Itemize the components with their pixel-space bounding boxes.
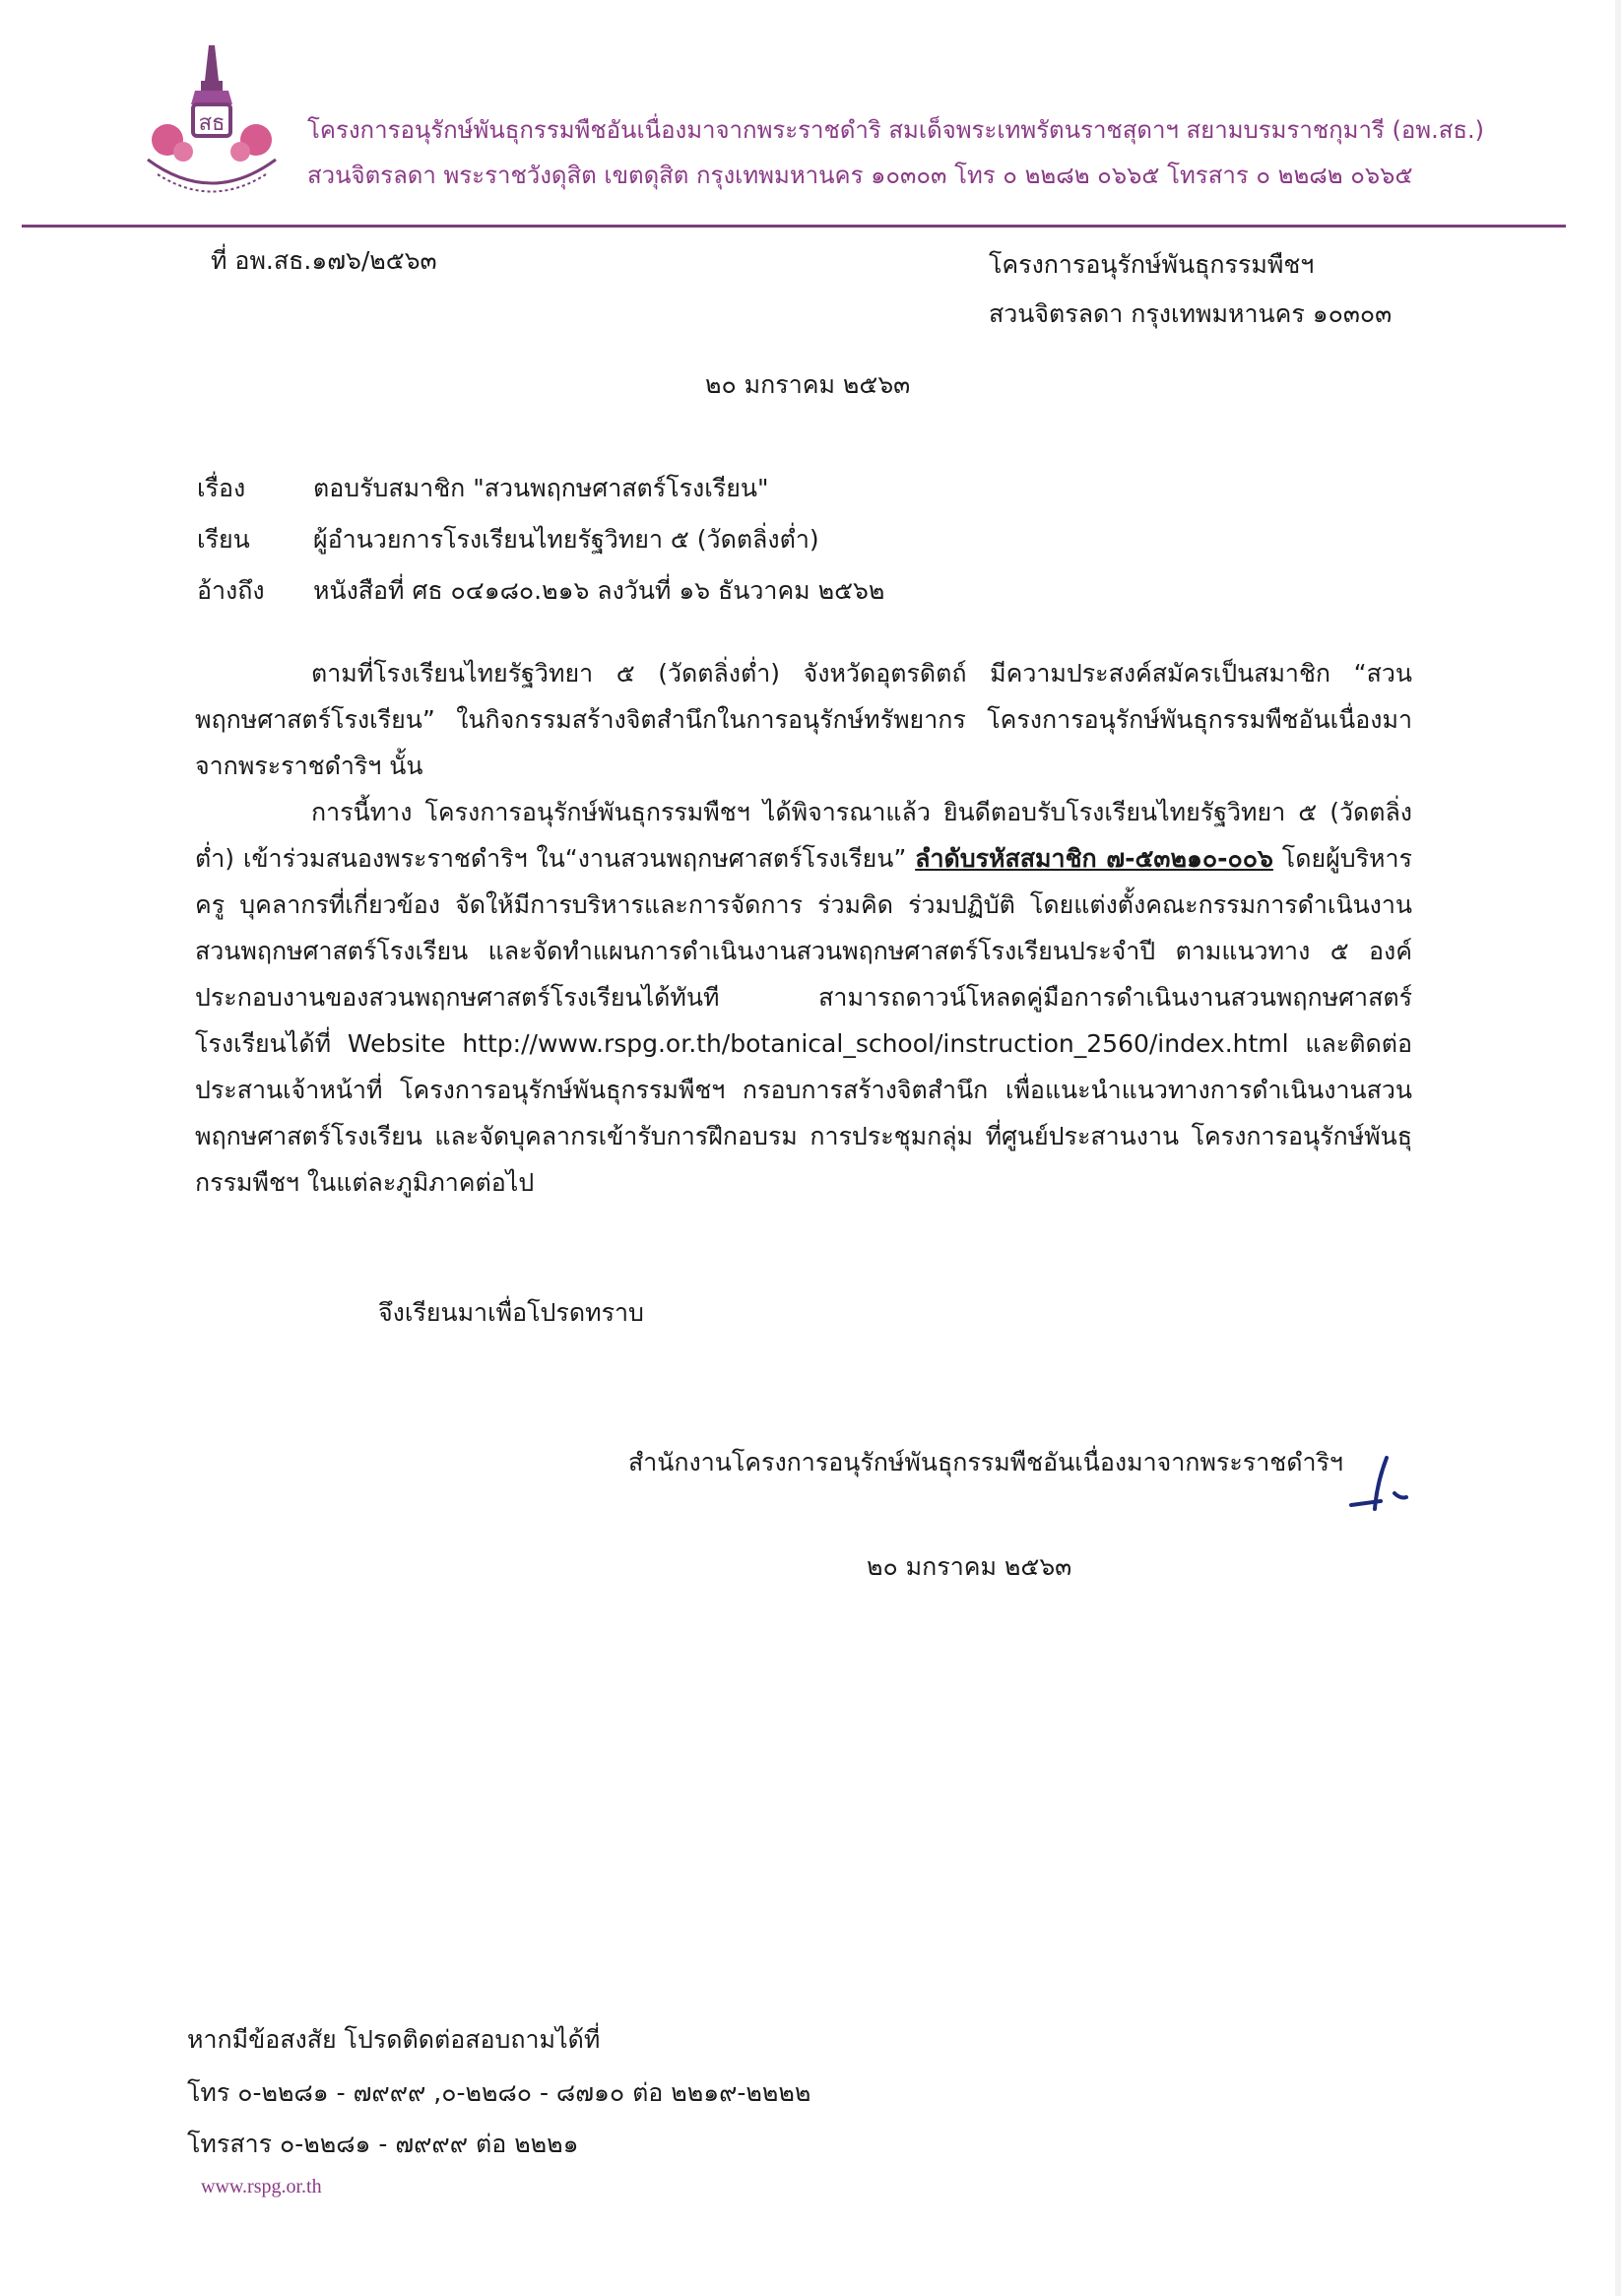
- sender-name: โครงการอนุรักษ์พันธุกรรมพืชฯ: [989, 250, 1315, 279]
- body-paragraph-2-rest: โดยผู้บริหาร ครู บุคลากรที่เกี่ยวข้อง จัดให้มีการบริหารและการจัดการ ร่วมคิด ร่วมปฏิบัติ โดยแต่งตั้งคณะกรรมการดำเนินงานสวนพฤกษศาสตร์โรงเรียน และจัดทำแผนการดำเนินงานสวนพฤกษศาสตร์โรงเรียนประจำปี ตามแนวทาง ๕ องค์ประกอบงานของสวนพฤกษศาสตร์โรงเรียนได้ทันที สามารถดาวน์โหลดคู่มือการดำเนินงานสวนพฤกษศาสตร์โรงเรียนได้ที่ Website http://www.rspg.or.th/botanical_school/instruction_2560/index.html และติดต่อประสานเจ้าหน้าที่ โครงการอนุรักษ์พันธุกรรมพืชฯ กรอบการสร้างจิตสำนึก เพื่อแนะนำแนวทางการดำเนินงานสวนพฤกษศาสตร์โรงเรียน และจัดบุคลากรเข้ารับการฝึกอบรม การประชุมกลุ่ม ที่ศูนย์ประสานงาน โครงการอนุรักษ์พันธุกรรมพืชฯ ในแต่ละภูมิภาคต่อไป: [195, 844, 1412, 1197]
- closing-line: จึงเรียนมาเพื่อโปรดทราบ: [378, 1298, 644, 1327]
- signature-mark: [1347, 1454, 1416, 1513]
- contact-phone: โทร ๐-๒๒๘๑ - ๗๙๙๙ ,๐-๒๒๘๐ - ๘๗๑๐ ต่อ ๒๒๑๙-๒๒๒๒: [187, 2078, 811, 2107]
- header-divider: [22, 225, 1566, 228]
- body-paragraph-1: ตามที่โรงเรียนไทยรัฐวิทยา ๕ (วัดตลิ่งต่ำ) จังหวัดอุตรดิตถ์ มีความประสงค์สมัครเป็นสมาชิก “สวนพฤกษศาสตร์โรงเรียน” ในกิจกรรมสร้างจิตสำนึกในการอนุรักษ์ทรัพยากร โครงการอนุรักษ์พันธุกรรมพืชอันเนื่องมาจากพระราชดำริฯ นั้น: [195, 659, 1412, 780]
- contact-heading: หากมีข้อสงสัย โปรดติดต่อสอบถามได้ที่: [187, 2025, 601, 2054]
- signatory-office: สำนักงานโครงการอนุรักษ์พันธุกรรมพืชอันเนื่องมาจากพระราชดำริฯ: [628, 1448, 1343, 1476]
- subject-text: ตอบรับสมาชิก "สวนพฤกษศาสตร์โรงเรียน": [313, 474, 769, 502]
- reference-label: อ้างถึง: [197, 576, 265, 605]
- letter-body: [195, 650, 1412, 1206]
- website-link[interactable]: www.rspg.or.th: [201, 2176, 322, 2198]
- body-paragraph-2-start: การนี้ทาง โครงการอนุรักษ์พันธุกรรมพืชฯ ได้พิจารณาแล้ว ยินดีตอบรับโรงเรียนไทยรัฐวิทยา ๕ (วัดตลิ่งต่ำ) เข้าร่วมสนองพระราชดำริฯ ใน“งานสวนพฤกษศาสตร์โรงเรียน”: [195, 798, 1412, 873]
- recipient-text: ผู้อำนวยการโรงเรียนไทยรัฐวิทยา ๕ (วัดตลิ่งต่ำ): [313, 525, 819, 554]
- body-paragraph-2: [195, 789, 1412, 1206]
- svg-text:สธ: สธ: [198, 111, 226, 136]
- rspg-emblem-icon: [138, 41, 286, 199]
- reference-number: ที่ อพ.สธ.๑๗๖/๒๕๖๓: [211, 246, 437, 275]
- sender-address: สวนจิตรลดา กรุงเทพมหานคร ๑๐๓๐๓: [989, 299, 1393, 328]
- org-address-line: สวนจิตรลดา พระราชวังดุสิต เขตดุสิต กรุงเทพมหานคร ๑๐๓๐๓ โทร ๐ ๒๒๘๒ ๐๖๖๕ โทรสาร ๐ ๒๒๘๒ ๐๖๖๕: [307, 162, 1413, 189]
- page-edge: [1615, 0, 1621, 2296]
- subject-label: เรื่อง: [197, 474, 246, 502]
- reference-text: หนังสือที่ ศธ ๐๔๑๘๐.๒๑๖ ลงวันที่ ๑๖ ธันวาคม ๒๕๖๒: [313, 576, 885, 605]
- contact-fax: โทรสาร ๐-๒๒๘๑ - ๗๙๙๙ ต่อ ๒๒๒๑: [187, 2130, 579, 2158]
- signature-date: ๒๐ มกราคม ๒๕๖๓: [867, 1552, 1072, 1581]
- org-name-line: โครงการอนุรักษ์พันธุกรรมพืชอันเนื่องมาจากพระราชดำริ สมเด็จพระเทพรัตนราชสุดาฯ สยามบรมราชกุมารี (อพ.สธ.): [307, 116, 1484, 144]
- recipient-label: เรียน: [197, 525, 250, 554]
- member-code: ลำดับรหัสสมาชิก ๗-๕๓๒๑๐-๐๐๖: [915, 844, 1273, 873]
- letter-date: ๒๐ มกราคม ๒๕๖๓: [705, 370, 911, 399]
